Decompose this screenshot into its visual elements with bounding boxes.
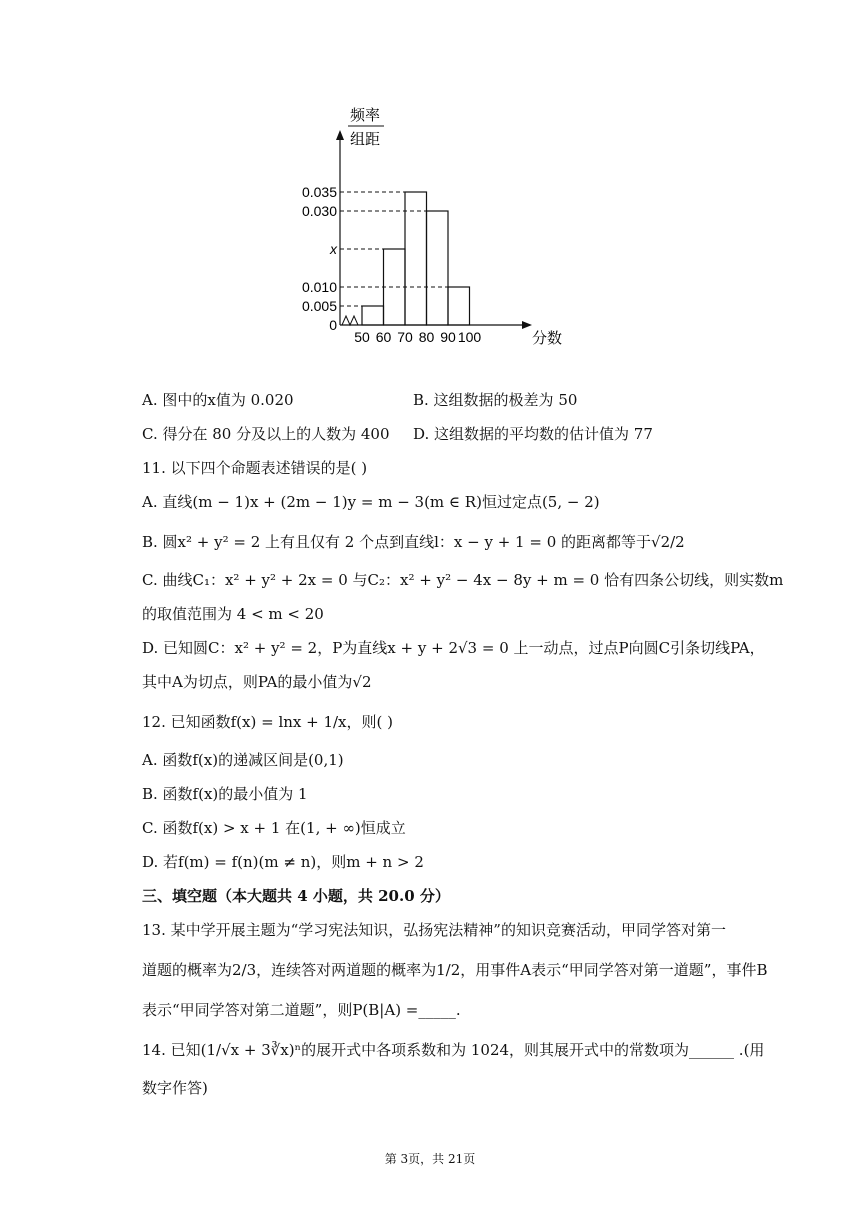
q11-option-c-line1: C. 曲线C₁：x² + y² + 2x = 0 与C₂：x² + y² − 4x − 8y + m = 0 恰有四条公切线，则实数m — [142, 571, 784, 589]
y-tick-label: 0 — [329, 317, 337, 333]
q12-option-d: D. 若f(m) = f(n)(m ≠ n)，则m + n > 2 — [142, 853, 424, 871]
x-tick-label: 90 — [440, 329, 456, 345]
histogram-bar — [362, 306, 384, 325]
q13-line2: 道题的概率为2/3，连续答对两道题的概率为1/2，用事件A表示“甲同学答对第一道题”，事件B — [142, 961, 768, 979]
y-tick-label: x — [330, 241, 337, 257]
y-axis-arrow — [336, 130, 344, 140]
section-3-heading: 三、填空题（本大题共 4 小题，共 20.0 分） — [142, 887, 450, 905]
y-tick-label: 0.035 — [301, 184, 337, 200]
x-axis-arrow — [522, 321, 532, 329]
q10-option-b: B. 这组数据的极差为 50 — [413, 391, 578, 409]
q12-stem: 12. 已知函数f(x) = lnx + 1/x，则( ) — [142, 713, 393, 731]
histogram-bar — [384, 249, 406, 325]
q12-option-a: A. 函数f(x)的递减区间是(0,1) — [142, 751, 344, 769]
q13-line1: 13. 某中学开展主题为“学习宪法知识，弘扬宪法精神”的知识竞赛活动，甲同学答对第一 — [142, 921, 726, 939]
x-axis-label: 分数 — [532, 330, 563, 347]
histogram-bar — [405, 192, 427, 325]
q12-option-c: C. 函数f(x) > x + 1 在(1, + ∞)恒成立 — [142, 819, 406, 837]
x-tick-label: 70 — [397, 329, 413, 345]
x-tick-label: 100 — [457, 329, 482, 345]
q14-line2: 数字作答) — [142, 1079, 208, 1097]
page-footer: 第 3页，共 21页 — [384, 1152, 476, 1166]
x-tick-label: 50 — [354, 329, 370, 345]
y-tick-label: 0.010 — [301, 279, 337, 295]
q11-option-d-line2: 其中A为切点，则PA的最小值为√2 — [142, 673, 372, 691]
q11-option-a: A. 直线(m − 1)x + (2m − 1)y = m − 3(m ∈ R)恒过定点(5, − 2) — [142, 493, 600, 511]
x-tick-label: 80 — [418, 329, 435, 345]
y-axis-label-bottom: 组距 — [350, 131, 381, 148]
axis-break — [342, 316, 358, 325]
histogram-bar — [448, 287, 470, 325]
x-tick-label: 60 — [375, 329, 392, 345]
q14-line1: 14. 已知(1/√x + 3∛x)ⁿ的展开式中各项系数和为 1024，则其展开式中的常数项为______ .(用 — [142, 1041, 765, 1059]
histogram-bar — [427, 211, 449, 325]
y-tick-label: 0.005 — [301, 298, 337, 314]
q10-option-c: C. 得分在 80 分及以上的人数为 400 — [142, 425, 390, 443]
q11-option-b: B. 圆x² + y² = 2 上有且仅有 2 个点到直线l：x − y + 1 = 0 的距离都等于√2/2 — [142, 533, 685, 551]
q13-line3: 表示“甲同学答对第二道题”，则P(B|A) =_____. — [142, 1001, 461, 1019]
q10-option-d: D. 这组数据的平均数的估计值为 77 — [413, 425, 653, 443]
y-axis-label-top: 频率 — [350, 107, 381, 124]
q10-option-a: A. 图中的x值为 0.020 — [142, 391, 294, 409]
histogram-plot — [302, 130, 532, 345]
q11-option-d-line1: D. 已知圆C：x² + y² = 2，P为直线x + y + 2√3 = 0 上一动点，过点P向圆C引条切线PA， — [142, 639, 765, 657]
y-tick-label: 0.030 — [301, 203, 337, 219]
q12-option-b: B. 函数f(x)的最小值为 1 — [142, 785, 308, 803]
q11-option-c-line2: 的取值范围为 4 < m < 20 — [142, 605, 324, 623]
q11-stem: 11. 以下四个命题表述错误的是( ) — [142, 459, 368, 477]
frequency-histogram — [285, 100, 585, 350]
